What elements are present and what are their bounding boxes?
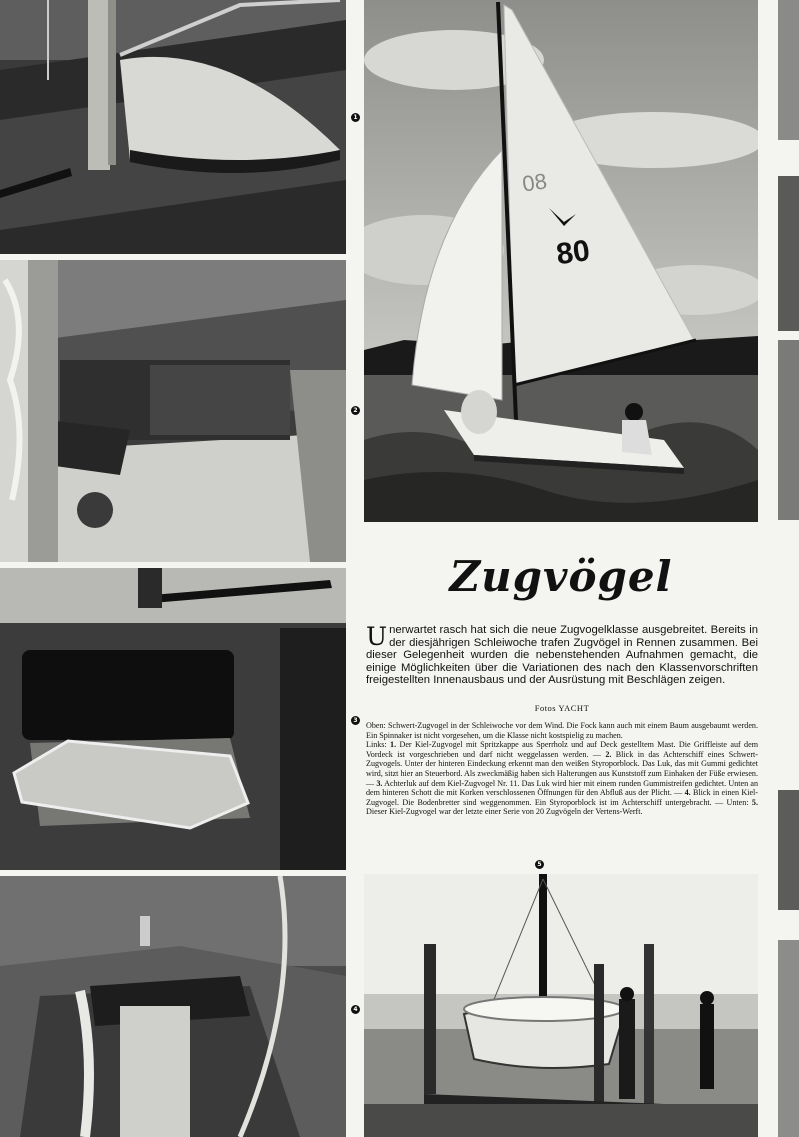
photo-3-aft-hatch: [0, 568, 346, 870]
caption-5: Dieser Kiel-Zugvogel war der letzte einer Serie von 20 Zugvögeln der Vertens-Werft.: [366, 807, 643, 817]
caption-1-number: 1.: [390, 740, 397, 750]
marker-5: 5: [535, 860, 544, 869]
photo-captions: [366, 721, 758, 817]
marker-2: 2: [351, 406, 360, 415]
caption-left-label: Links:: [366, 740, 387, 750]
caption-3: Achterluk auf dem Kiel-Zugvogel Nr. 11. Das Luk wird hier mit einem runden Gummistreifen gedichtet. Unten an dem hinteren Schott die mit Korken verschlossenen Öffnungen für den Abfluß aus der Plicht. —: [366, 778, 758, 798]
article-intro: [366, 624, 758, 687]
caption-1: Der Kiel-Zugvogel mit Spritzkappe aus Sperrholz und auf Deck gestelltem Mast. Die Griffleiste auf dem Vordeck ist vorgeschrieben und darf nicht weggelassen werden. —: [366, 740, 758, 759]
caption-bottom-label: Unten:: [726, 797, 749, 807]
next-page-edge: [778, 0, 799, 140]
caption-4: Blick in einen Kiel-Zugvogel. Die Bodenbretter sind weggenommen. Ein Styroporblock ist im Achterschiff untergebracht. —: [366, 788, 758, 807]
article-title: Zugvögel: [449, 552, 673, 601]
caption-5-number: 5.: [751, 797, 758, 807]
caption-3-number: 3.: [376, 778, 383, 788]
marker-3: 3: [351, 716, 360, 725]
photo-2-aft-cockpit: [0, 260, 346, 562]
caption-2-number: 2.: [605, 749, 612, 759]
sail-number: 80: [554, 233, 592, 272]
next-page-edge: [778, 790, 799, 910]
caption-top: Oben: Schwert-Zugvogel in der Schleiwoche vor dem Wind. Die Fock kann auch mit einem Baum ausgebaumt werden. Ein Spinnaker ist nicht vorgesehen, um die Klasse nicht kostspielig zu machen.: [366, 721, 758, 740]
caption-2: Blick in das Achterschiff eines Schwert-Zugvogels. Unter der hinteren Eindeckung erkennt man den weißen Styroporblock. Das Luk, das mit Gummi gedichtet wird, sitzt hier an Steuerbord. Als zweckmäßig haben sich Halterungen aus Kunststoff zum Einhaken der Füße erwiesen. —: [366, 749, 758, 788]
marker-1: 1: [351, 113, 360, 122]
photo-1-foredeck: [0, 0, 346, 254]
photo-credit: Fotos YACHT: [534, 703, 590, 713]
photo-4-keel-interior: [0, 876, 346, 1137]
intro-text: nerwartet rasch hat sich die neue Zugvogelklasse ausgebreitet. Bereits in der diesjährigen Schleiwoche trafen Zugvögel in Rennen zusammen. Bei dieser Gelegenheit wurden die nebenstehenden Aufnahmen gemacht, die einige Möglichkeiten über die Variationen des nach den Klassenvorschriften freigestellten Innenausbaus und der Ausrüstung mit Beschlägen zeigen.: [366, 624, 758, 687]
next-page-edge: [778, 176, 799, 331]
drop-cap: U: [366, 622, 388, 651]
next-page-edge: [778, 340, 799, 520]
caption-4-number: 4.: [684, 788, 691, 798]
next-page-edge: [778, 940, 799, 1137]
photo-sailing-dinghy: [364, 0, 758, 522]
photo-5-boat-on-trailer: [364, 874, 758, 1137]
sail-upper-number: 08: [520, 168, 549, 197]
marker-4: 4: [351, 1005, 360, 1014]
